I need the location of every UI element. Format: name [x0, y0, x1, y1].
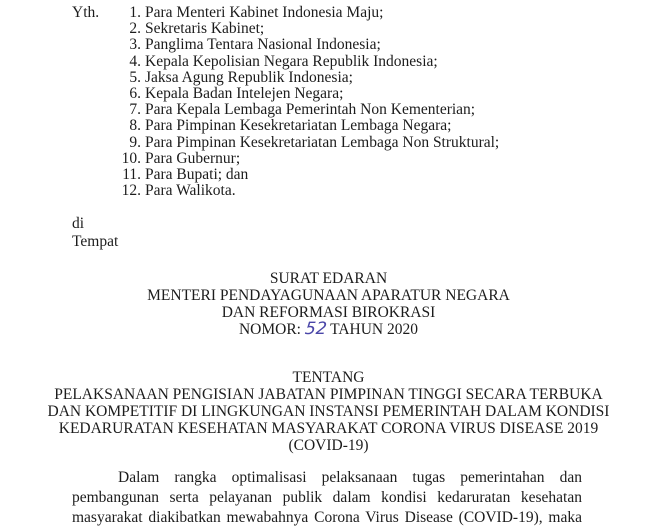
- body-paragraph: [72, 468, 582, 528]
- list-item: 3. Panglima Tentara Nasional Indonesia;: [129, 36, 381, 54]
- list-item: 7. Para Kepala Lembaga Pemerintah Non Kementerian;: [129, 101, 476, 119]
- subject-block: [0, 369, 657, 454]
- nomor-label: NOMOR:: [238, 321, 301, 338]
- place-tempat: Tempat: [72, 233, 119, 250]
- list-item: 1. Para Menteri Kabinet Indonesia Maju;: [129, 4, 384, 21]
- paragraph-line: masyarakat diakibatkan mewabahnya Corona Virus Disease (COVID-19), maka: [72, 509, 582, 526]
- paragraph-line: pembangunan serta pelayanan publik dalam kondisi kedaruratan kesehatan: [72, 489, 582, 506]
- heading-line: SURAT EDARAN: [269, 270, 388, 287]
- subject-line: PELAKSANAAN PENGISIAN JABATAN PIMPINAN TINGGI SECARA TERBUKA: [54, 386, 603, 403]
- list-item: 4. Kepala Kepolisian Negara Republik Indonesia;: [129, 52, 438, 70]
- list-item: 8. Para Pimpinan Kesekretariatan Lembaga Negara;: [129, 117, 452, 135]
- place-di: di: [72, 215, 85, 232]
- paragraph-line: Dalam rangka optimalisasi pelaksanaan tugas pemerintahan dan: [118, 469, 582, 486]
- list-item: 5. Jaksa Agung Republik Indonesia;: [129, 68, 353, 86]
- nomor-value: 52: [303, 319, 328, 339]
- list-item: 9. Para Pimpinan Kesekretariatan Lembaga Non Struktural;: [129, 133, 500, 151]
- heading-line: DAN REFORMASI BIROKRASI: [221, 304, 436, 321]
- letter-heading: [0, 270, 657, 338]
- subject-line: KEDARURATAN KESEHATAN MASYARAKAT CORONA VIRUS DISEASE 2019: [58, 420, 599, 437]
- subject-label: TENTANG: [292, 369, 365, 386]
- addressee-label: Yth.: [72, 4, 100, 21]
- nomor-line: [0, 321, 657, 338]
- list-item: 12. Para Walikota.: [121, 182, 236, 200]
- heading-line: MENTERI PENDAYAGUNAAN APARATUR NEGARA: [147, 287, 510, 304]
- list-item: 6. Kepala Badan Intelejen Negara;: [129, 84, 344, 102]
- subject-line: DAN KOMPETITIF DI LINGKUNGAN INSTANSI PEMERINTAH DALAM KONDISI: [47, 403, 610, 420]
- subject-line: (COVID-19): [288, 437, 369, 454]
- list-item: 11. Para Bupati; dan: [122, 165, 249, 183]
- list-item: 2. Sekretaris Kabinet;: [129, 20, 265, 38]
- recipient-list: [110, 5, 499, 199]
- list-item: 10. Para Gubernur;: [121, 149, 241, 167]
- tahun-label: TAHUN 2020: [330, 321, 419, 338]
